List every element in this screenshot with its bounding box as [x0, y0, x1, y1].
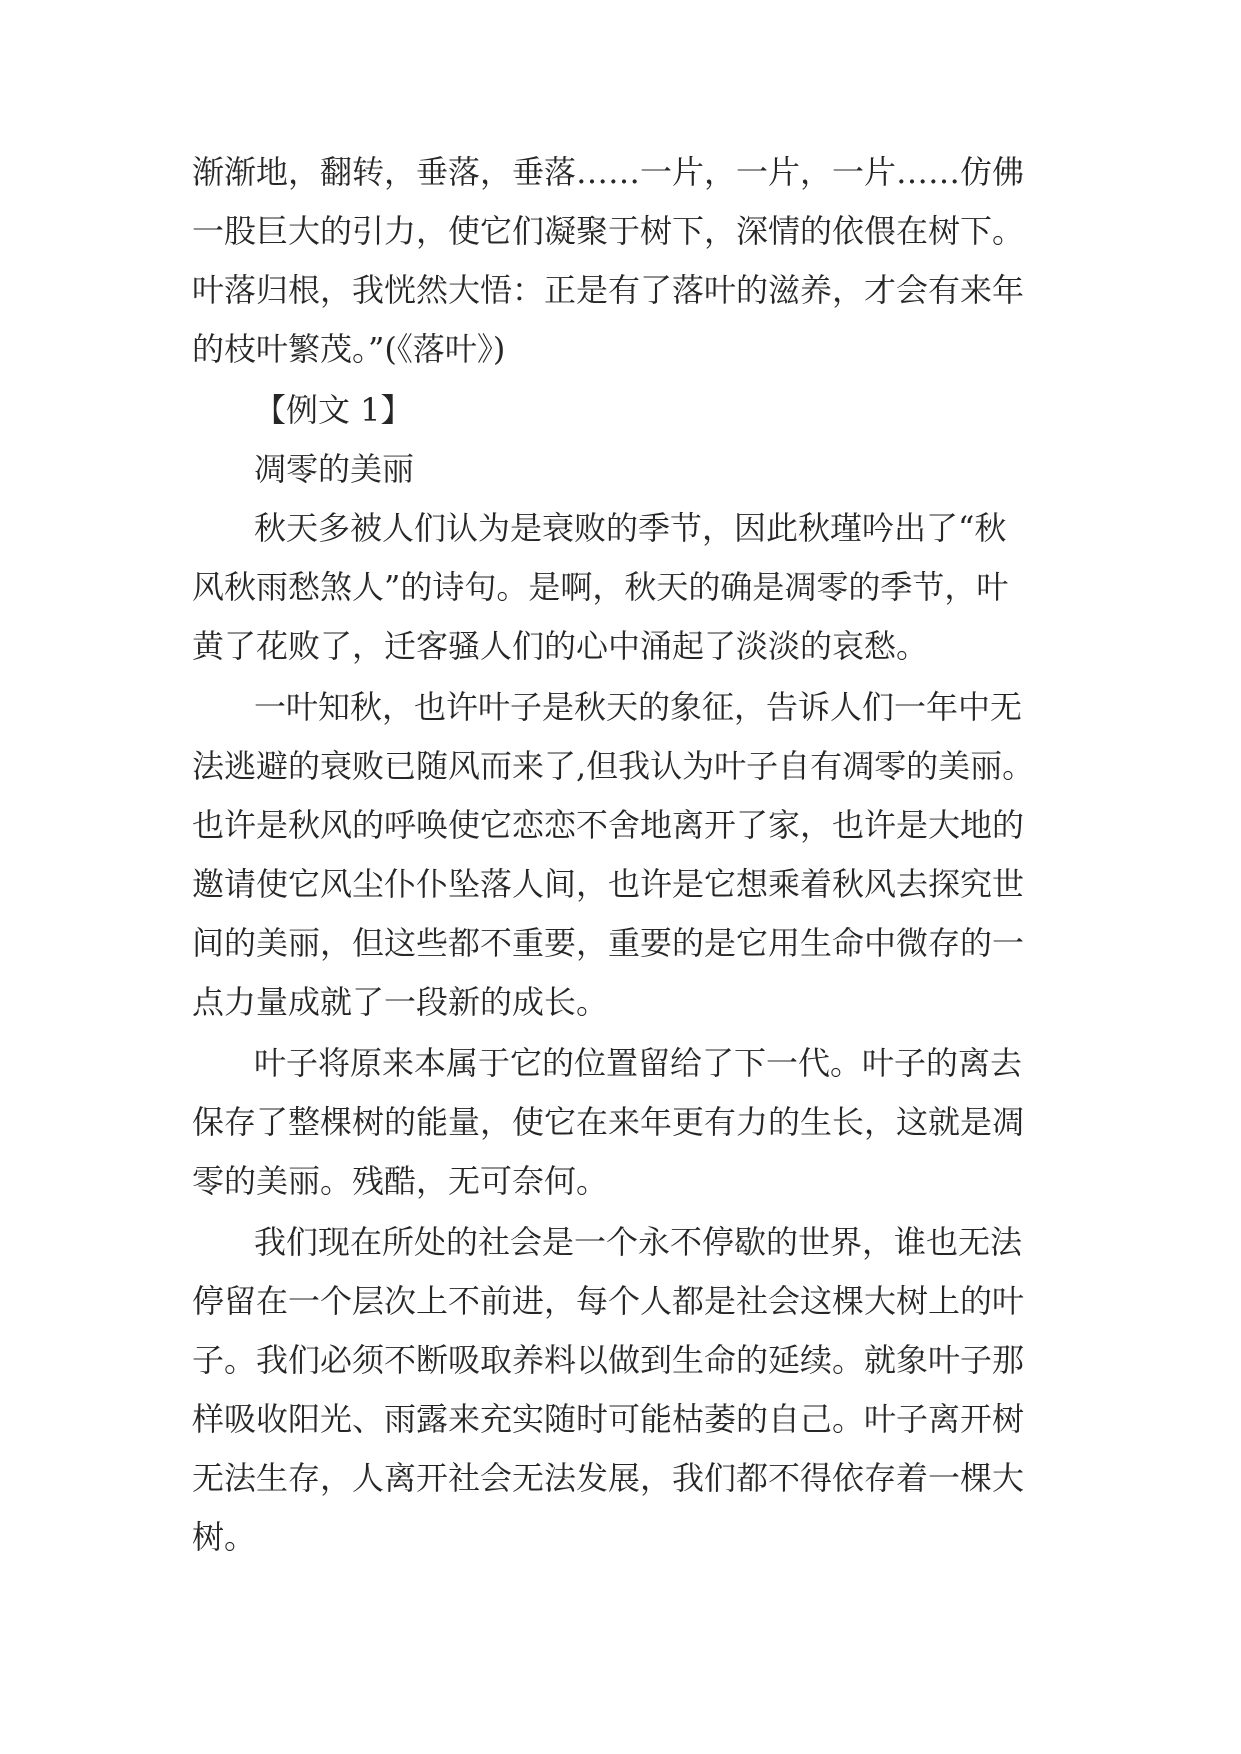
paragraph-line: 子。我们必须不断吸取养料以做到生命的延续。就象叶子那: [192, 1341, 1025, 1379]
example-label: 【例文 1】: [254, 391, 413, 429]
text-line: 渐渐地，翻转，垂落，垂落……一片，一片，一片……仿佛: [192, 153, 1025, 191]
paragraph-line: 样吸收阳光、雨露来充实随时可能枯萎的自己。叶子离开树: [192, 1400, 1025, 1438]
text-line: 一股巨大的引力，使它们凝聚于树下，深情的依偎在树下。: [192, 212, 1025, 250]
paragraph-line: 无法生存，人离开社会无法发展，我们都不得依存着一棵大: [192, 1459, 1025, 1497]
paragraph-line: 我们现在所处的社会是一个永不停歇的世界，谁也无法: [254, 1223, 1023, 1261]
essay-title: 凋零的美丽: [254, 450, 415, 488]
paragraph-line: 树。: [192, 1518, 257, 1556]
paragraph-line: 也许是秋风的呼唤使它恋恋不舍地离开了家，也许是大地的: [192, 806, 1025, 844]
paragraph-line: 零的美丽。残酷，无可奈何。: [192, 1162, 609, 1200]
text-line: 叶落归根，我恍然大悟：正是有了落叶的滋养，才会有来年: [192, 271, 1025, 309]
paragraph-line: 保存了整棵树的能量，使它在来年更有力的生长，这就是凋: [192, 1103, 1025, 1141]
paragraph-line: 法逃避的衰败已随风而来了,但我认为叶子自有凋零的美丽。: [192, 747, 1035, 785]
paragraph-line: 黄了花败了，迁客骚人们的心中涌起了淡淡的哀愁。: [192, 627, 929, 665]
paragraph-line: 一叶知秋，也许叶子是秋天的象征，告诉人们一年中无: [254, 688, 1023, 726]
paragraph-line: 风秋雨愁煞人”的诗句。是啊，秋天的确是凋零的季节，叶: [192, 568, 1009, 606]
paragraph-line: 邀请使它风尘仆仆坠落人间，也许是它想乘着秋风去探究世: [192, 865, 1025, 903]
paragraph-line: 停留在一个层次上不前进，每个人都是社会这棵大树上的叶: [192, 1282, 1025, 1320]
paragraph-line: 秋天多被人们认为是衰败的季节，因此秋瑾吟出了“秋: [254, 509, 1007, 547]
text-line: 的枝叶繁茂。”(《落叶》): [192, 330, 506, 368]
paragraph-line: 叶子将原来本属于它的位置留给了下一代。叶子的离去: [254, 1044, 1023, 1082]
paragraph-line: 点力量成就了一段新的成长。: [192, 983, 609, 1021]
paragraph-line: 间的美丽，但这些都不重要，重要的是它用生命中微存的一: [192, 924, 1025, 962]
